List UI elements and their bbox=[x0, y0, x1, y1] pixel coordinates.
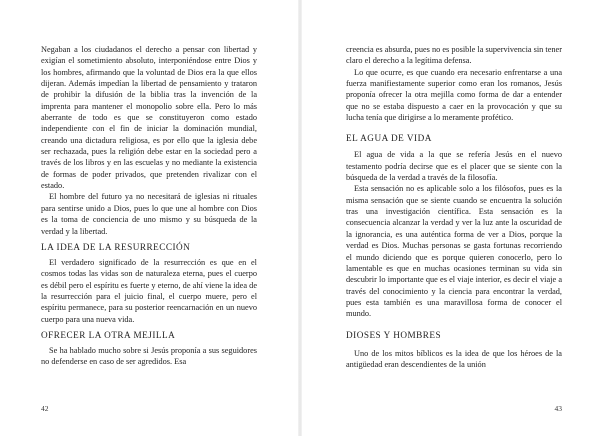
paragraph: El hombre del futuro ya no necesitará de iglesias ni rituales para sentirse unido a Dios, pues lo que une al hombre con Dios es la toma de conciencia de uno mismo y su búsqueda de la verdad y la libertad. bbox=[41, 192, 257, 236]
right-text-column bbox=[346, 44, 562, 370]
left-text-column bbox=[41, 44, 257, 368]
section-heading: LA IDEA DE LA RESURRECCIÓN bbox=[41, 241, 191, 252]
right-page bbox=[300, 0, 600, 436]
paragraph: Se ha hablado mucho sobre si Jesús proponía a sus seguidores no defenderse en caso de ser agredidos. Esa bbox=[41, 345, 257, 367]
paragraph: El agua de vida a la que se refería Jesús en el nuevo testamento podría decirse que es el placer que se siente con la búsqueda de la verdad a través de la filosofía. bbox=[346, 150, 562, 183]
section-heading: OFRECER LA OTRA MEJILLA bbox=[41, 329, 176, 340]
paragraph: Uno de los mitos bíblicos es la idea de que los héroes de la antigüedad eran descendientes de la unión bbox=[346, 348, 562, 369]
paragraph: Esta sensación no es aplicable solo a los filósofos, pues es la misma sensación que se siente cuando se encuentra la solución tras una investigación científica. Esta sensación es la consecuencia alcanzar la verdad y ver la luz ante la oscuridad de la ignorancia, es una auténtica forma de ver a Dios, porque la verdad es Dios. Muchas personas se gasta fortunas recorriendo el mundo diciendo que es porque quieren conocerlo, pero lo lamentable es que en muchas ocasiones terminan su vida sin descubrir lo importante que es el viaje interior, es decir el viaje a través del conocimiento y la ciencia para encontrar la verdad, pues esta también es una maravillosa forma de conocer el mundo. bbox=[346, 184, 562, 319]
section-heading: EL AGUA DE VIDA bbox=[346, 133, 432, 144]
page-number: 42 bbox=[41, 404, 49, 413]
paragraph: Negaban a los ciudadanos el derecho a pensar con libertad y exigían el sometimiento absoluto, interponiéndose entre Dios y los hombres, afirmando que la voluntad de Dios era la que ellos dijeran. Además impedían la libertad de pensamiento y trataron de prohibir la difusión de la biblia tras la invención de la imprenta para mantener el monopolio sobre ella. Pero lo más aberrante de todo es que se constituyeron como estado independiente con el fin de iniciar la dominación mundial, creando una dictadura religiosa, es por ello que la iglesia debe ser rechazada, pues la religión debe estar en la sociedad pero a través de los libros y en las escuelas y no mediante la existencia de formas de poder privados, que pretenden rivalizar con el estado. bbox=[41, 45, 257, 191]
paragraph: El verdadero significado de la resurrección es que en el cosmos todas las vidas son de naturaleza eterna, pues el cuerpo es débil pero el espíritu es fuerte y eterno, de ahí viene la idea de la resurrección para el juicio final, el cuerpo muere, pero el espíritu permanece, para su posterior reencarnación en un nuevo cuerpo para una nueva vida. bbox=[41, 257, 257, 324]
paragraph: creencia es absurda, pues no es posible la supervivencia sin tener claro el derecho a la legítima defensa. bbox=[346, 45, 562, 66]
paragraph: Lo que ocurre, es que cuando era necesario enfrentarse a una fuerza manifiestamente superior como eran los romanos, Jesús proponía ofrecer la otra mejilla como forma de dar a entender que no se estaba dispuesto a caer en la provocación y que su lucha tenía que dirigirse a lo meramente profético. bbox=[346, 67, 562, 123]
section-heading: DIOSES Y HOMBRES bbox=[346, 329, 442, 340]
page-number: 43 bbox=[554, 404, 562, 413]
